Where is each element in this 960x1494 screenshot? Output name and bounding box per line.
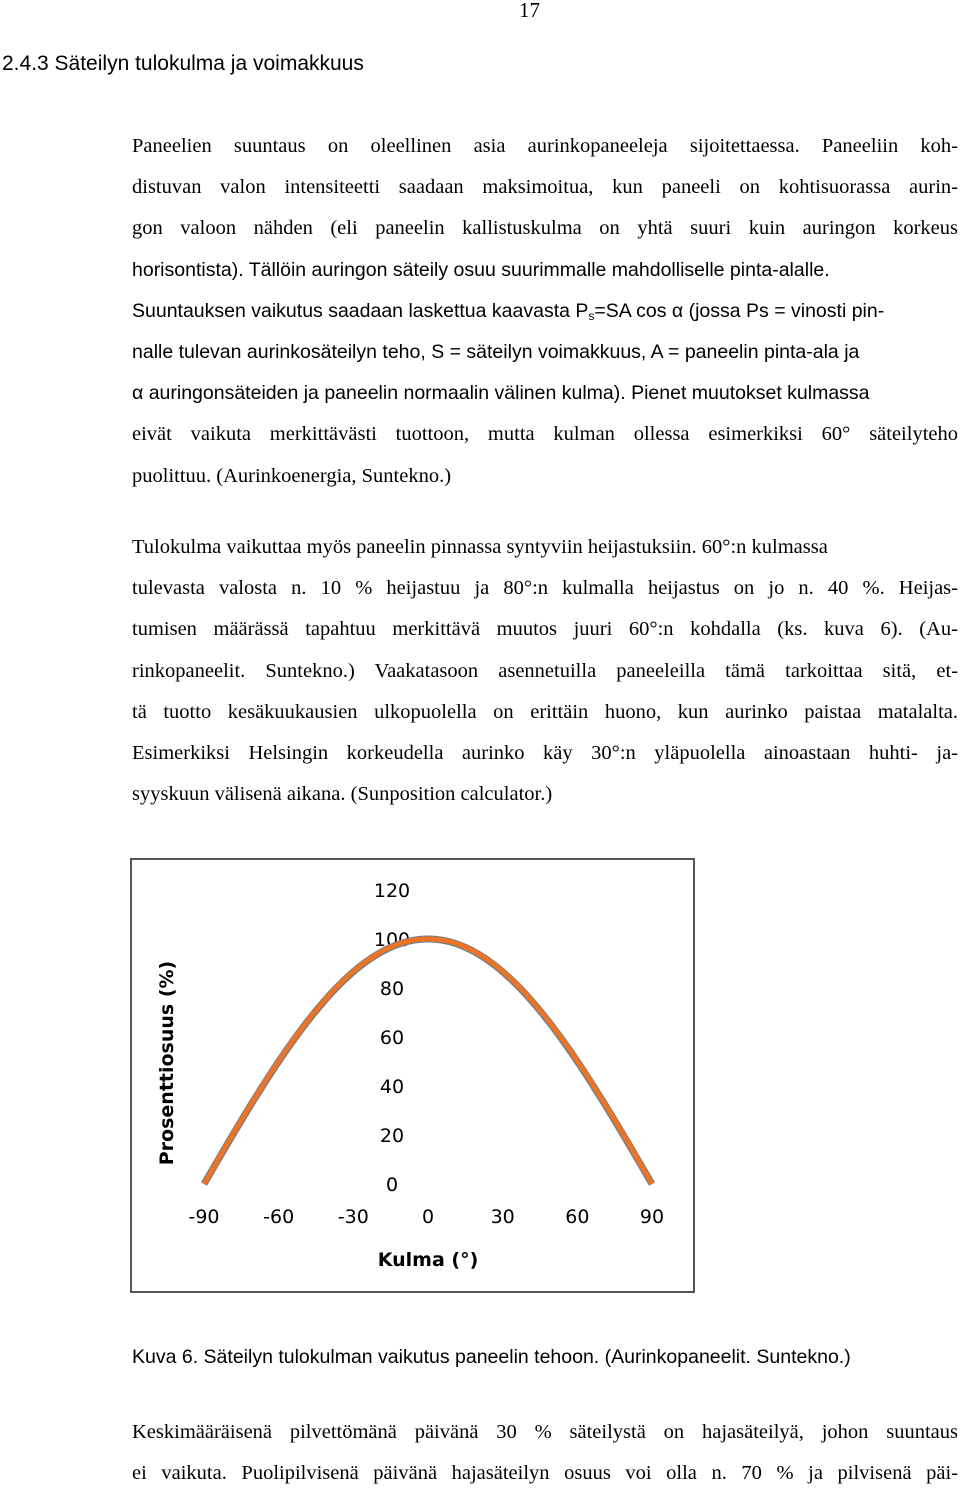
chart-svg <box>132 860 693 1291</box>
paragraph-line: horisontista). Tällöin auringon säteily osuu suurimmalle mahdolliselle pinta-alalle. <box>132 258 830 281</box>
y-axis-title: Prosenttiosuus (%) <box>156 960 178 1166</box>
x-tick-label: -90 <box>188 1206 220 1228</box>
y-tick-label: 0 <box>385 1174 399 1196</box>
series-line-cos <box>204 939 652 1184</box>
paragraph-line: gon valoon nähden (eli paneelin kallistuskulma on yhtä suuri kuin auringon korkeus <box>132 217 958 240</box>
paragraph-line: Paneelien suuntaus on oleellinen asia aurinkopaneeleja sijoitettaessa. Paneeliin koh- <box>132 135 958 157</box>
x-tick-label: 60 <box>565 1206 590 1228</box>
page-number: 17 <box>519 0 540 22</box>
x-tick-label: 90 <box>639 1206 665 1228</box>
paragraph-line: distuvan valon intensiteetti saadaan maksimoitua, kun paneeli on kohtisuorassa aurin- <box>132 176 958 199</box>
x-tick-label: 30 <box>490 1206 515 1228</box>
formula-text-after: =SA cos α (jossa Ps = vinosti pin- <box>594 299 885 322</box>
section-heading: 2.4.3 Säteilyn tulokulma ja voimakkuus <box>2 52 364 75</box>
paragraph-orientation <box>132 126 958 497</box>
y-tick-label: 80 <box>379 978 405 1000</box>
paragraph-line: α auringonsäteiden ja paneelin normaalin välinen kulma). Pienet muutokset kulmassa <box>132 382 870 405</box>
y-tick-label: 20 <box>379 1125 405 1147</box>
x-tick-label: -30 <box>337 1206 369 1228</box>
paragraph-line: ei vaikuta. Puolipilvisenä päivänä hajasäteilyn osuus voi olla n. 70 % ja pilvisenä päi- <box>132 1462 958 1485</box>
paragraph-line: Keskimääräisenä pilvettömänä päivänä 30 % säteilystä on hajasäteilyä, johon suuntaus <box>132 1421 958 1443</box>
paragraph-line: eivät vaikuta merkittävästi tuottoon, mutta kulman ollessa esimerkiksi 60° säteilyteho <box>132 423 958 446</box>
x-axis-title: Kulma (°) <box>377 1249 479 1271</box>
paragraph-line: tulevasta valosta n. 10 % heijastuu ja 80°:n kulmalla heijastus on jo n. 40 %. Heijas- <box>132 577 958 600</box>
formula-subscript: s <box>588 308 595 323</box>
paragraph-diffuse <box>132 1412 958 1494</box>
y-tick-label: 100 <box>373 929 411 951</box>
x-tick-label: -60 <box>263 1206 295 1228</box>
figure-caption <box>132 1337 958 1378</box>
y-tick-label: 40 <box>379 1076 405 1098</box>
paragraph-line: tä tuotto kesäkuukausien ulkopuolella on erittäin huono, kun aurinko paistaa matalalta. <box>132 700 958 723</box>
caption-text: Kuva 6. Säteilyn tulokulman vaikutus paneelin tehoon. (Aurinkopaneelit. Suntekno.) <box>132 1346 851 1368</box>
paragraph-line: tumisen määrässä tapahtuu merkittävä muutos juuri 60°:n kohdalla (ks. kuva 6). (Au- <box>132 618 958 641</box>
paragraph-line: rinkopaneelit. Suntekno.) Vaakatasoon asennetuilla paneeleilla tämä tarkoittaa sitä, et- <box>132 659 958 682</box>
formula-line <box>132 291 958 332</box>
paragraph-line: Tulokulma vaikuttaa myös paneelin pinnassa syntyviin heijastuksiin. 60°:n kulmassa <box>132 536 828 558</box>
y-tick-label: 60 <box>379 1027 405 1049</box>
paragraph-line: nalle tulevan aurinkosäteilyn teho, S = säteilyn voimakkuus, A = paneelin pinta-ala ja <box>132 341 860 364</box>
paragraph-line: syyskuun välisenä aikana. (Sunposition calculator.) <box>132 783 553 806</box>
x-tick-label: 0 <box>421 1206 435 1228</box>
paragraph-reflection <box>132 527 958 815</box>
paragraph-line: Esimerkiksi Helsingin korkeudella aurinko käy 30°:n yläpuolella ainoastaan huhti- ja- <box>132 742 958 765</box>
figure-chart <box>130 858 695 1293</box>
paragraph-line: puolittuu. (Aurinkoenergia, Suntekno.) <box>132 464 452 487</box>
formula-text-before: Suuntauksen vaikutus saadaan laskettua kaavasta P <box>132 299 589 322</box>
y-tick-label: 120 <box>373 880 411 902</box>
series-line-teho <box>204 939 652 1184</box>
